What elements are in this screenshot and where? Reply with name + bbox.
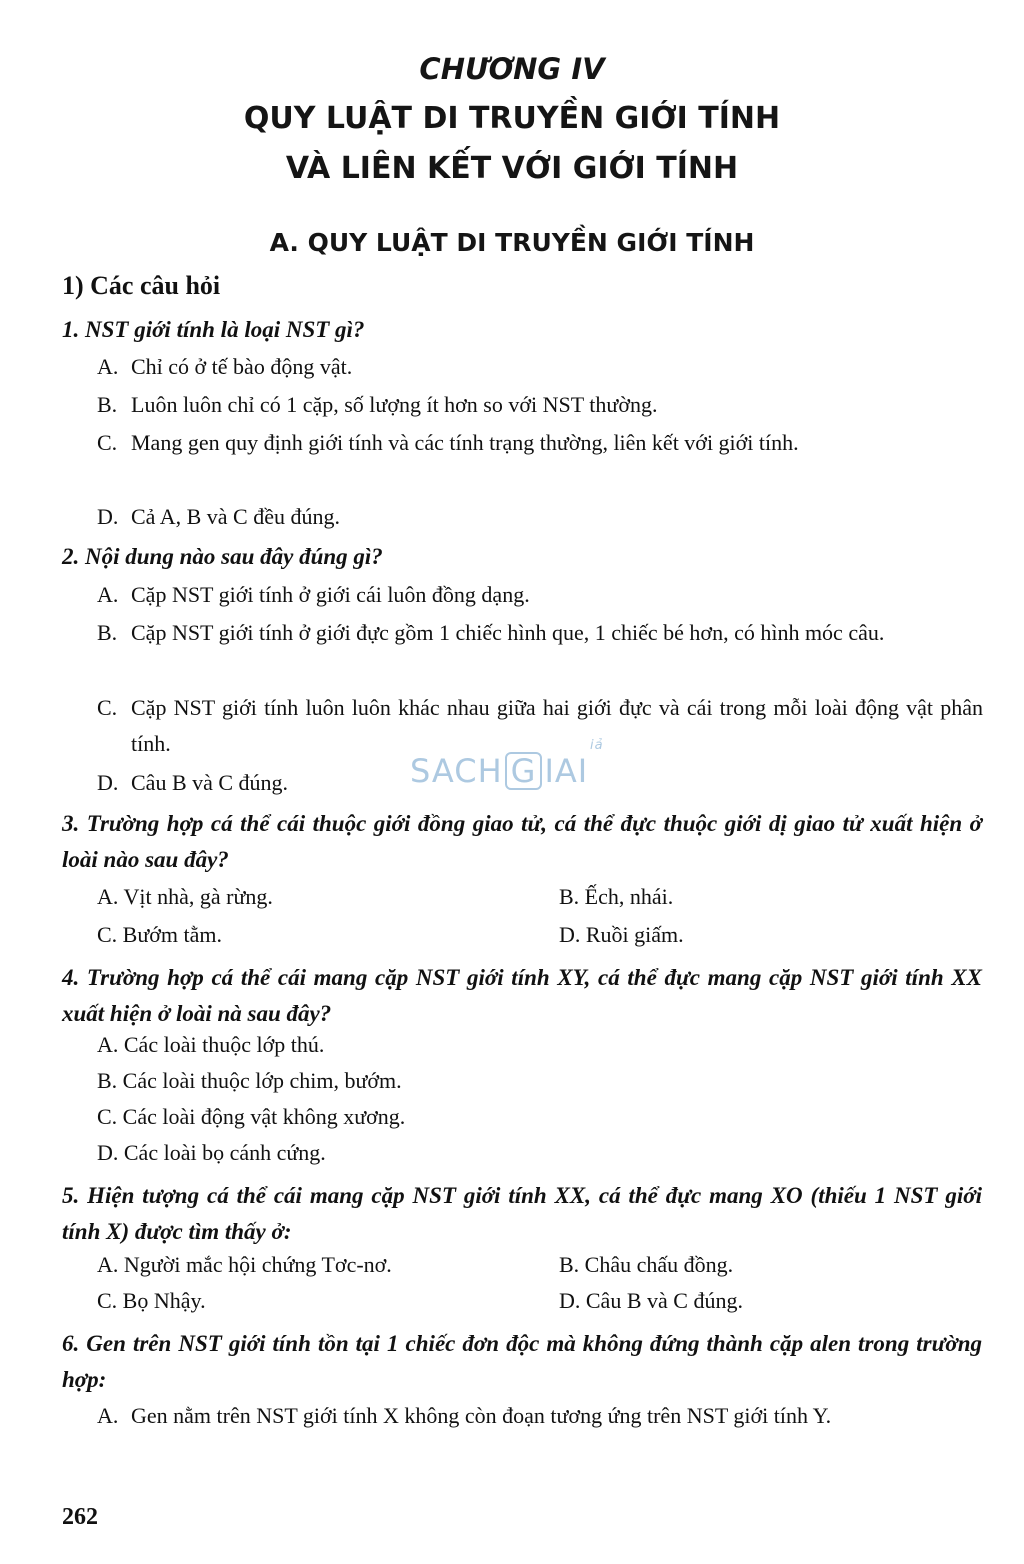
watermark-text-left: SACH [410,752,503,790]
q6-option-a [97,1398,983,1434]
q3-option-b: B. Ếch, nhái. [559,884,674,909]
q1-option-a [97,349,983,385]
option-text: Gen nằm trên NST giới tính X không còn đoạn tương ứng trên NST giới tính Y. [131,1403,832,1428]
q4-option-d: D. Các loài bọ cánh cứng. [97,1140,326,1165]
watermark-box-letter: G [505,752,543,790]
q5-option-d: D. Câu B và C đúng. [559,1288,743,1313]
subsection-heading: 1) Các câu hỏi [62,271,221,300]
option-label: C. [97,430,118,455]
q3-option-a: A. Vịt nhà, gà rừng. [97,884,273,909]
chapter-title-line-1: QUY LUẬT DI TRUYỀN GIỚI TÍNH [243,101,781,136]
option-text: Cặp NST giới tính luôn luôn khác nhau giữa hai giới đực và cái trong mỗi loài động vật phân tính. [131,695,983,756]
question-5: 5. Hiện tượng cá thể cái mang cặp NST giới tính XX, cá thể đực mang XO (thiếu 1 NST giới tính X) được tìm thấy ở: [62,1183,982,1244]
option-label: D. [97,770,119,795]
option-text: Chỉ có ở tế bào động vật. [131,354,353,379]
question-4: 4. Trường hợp cá thể cái mang cặp NST giới tính XY, cá thể đực mang cặp NST giới tính XX xuất hiện ở loài nà sau đây? [62,965,982,1026]
option-label: B. [97,620,118,645]
q5-option-b: B. Châu chấu đồng. [559,1252,734,1277]
page-number: 262 [62,1504,98,1530]
q5-option-a: A. Người mắc hội chứng Tơc-nơ. [97,1252,392,1277]
q2-option-a [97,577,983,613]
option-label: A. [97,582,119,607]
watermark-superscript: iả [590,738,604,753]
q3-option-d: D. Ruồi giấm. [559,922,684,947]
q4-option-c: C. Các loài động vật không xương. [97,1104,406,1129]
option-label: B. [97,392,118,417]
sachgiai-watermark-logo [410,738,620,812]
question-1: 1. NST giới tính là loại NST gì? [62,317,365,342]
question-3: 3. Trường hợp cá thể cái thuộc giới đồng giao tử, cá thể đực thuộc giới dị giao tử xuất hiện ở loài nào sau đây? [62,811,982,872]
question-6: 6. Gen trên NST giới tính tồn tại 1 chiếc đơn độc mà không đứng thành cặp alen trong trường hợp: [62,1331,982,1392]
option-text: Câu B và C đúng. [131,770,289,795]
q4-option-b: B. Các loài thuộc lớp chim, bướm. [97,1068,402,1093]
option-label: C. [97,695,118,720]
q2-option-b [97,615,983,651]
option-label: A. [97,1403,119,1428]
section-heading: A. QUY LUẬT DI TRUYỀN GIỚI TÍNH [269,228,755,257]
chapter-heading: CHƯƠNG IV [419,52,605,86]
question-2: 2. Nội dung nào sau đây đúng gì? [62,544,383,569]
watermark-text-right: IAI [544,752,589,790]
option-text: Cặp NST giới tính ở giới đực gồm 1 chiếc hình que, 1 chiếc bé hơn, có hình móc câu. [131,620,885,645]
q3-option-c: C. Bướm tằm. [97,922,223,947]
option-label: D. [97,504,119,529]
q1-option-d [97,499,983,535]
option-text: Cả A, B và C đều đúng. [131,504,340,529]
option-text: Luôn luôn chỉ có 1 cặp, số lượng ít hơn so với NST thường. [131,392,658,417]
option-text: Cặp NST giới tính ở giới cái luôn đồng dạng. [131,582,530,607]
option-label: A. [97,354,119,379]
q4-option-a: A. Các loài thuộc lớp thú. [97,1032,325,1057]
q1-option-b [97,387,983,423]
chapter-title-line-2: VÀ LIÊN KẾT VỚI GIỚI TÍNH [285,151,739,186]
q1-option-c [97,425,983,461]
option-text: Mang gen quy định giới tính và các tính trạng thường, liên kết với giới tính. [131,430,799,455]
q5-option-c: C. Bọ Nhậy. [97,1288,206,1313]
